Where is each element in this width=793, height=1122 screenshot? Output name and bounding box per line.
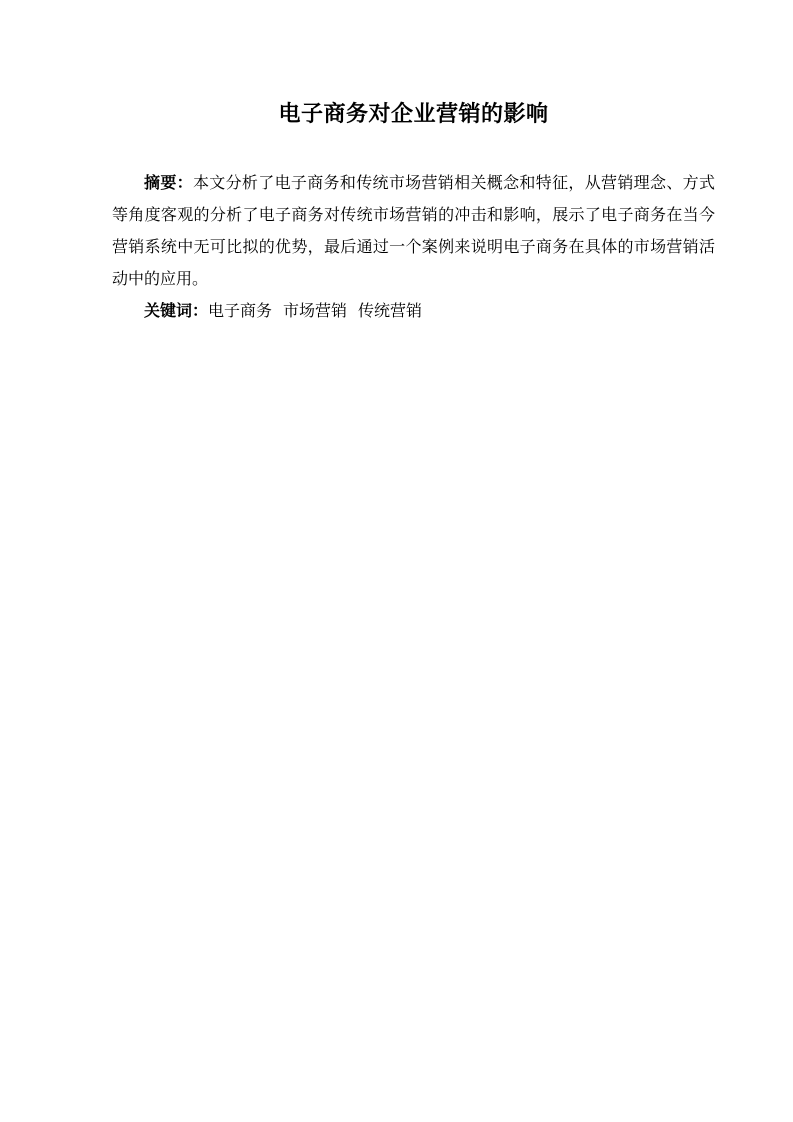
abstract-paragraph [112, 168, 715, 296]
keywords-label: 关键词： [144, 303, 209, 320]
abstract-text: 本文分析了电子商务和传统市场营销相关概念和特征，从营销理念、方式等角度客观的分析了电子商务对传统市场营销的冲击和影响，展示了电子商务在当今营销系统中无可比拟的优势，最后通过一个案例来说明电子商务在具体的市场营销活动中的应用。 [112, 175, 715, 288]
keyword-item: 电子商务 [208, 303, 273, 320]
keyword-item: 传统营销 [358, 303, 423, 320]
abstract-label: 摘要： [144, 175, 193, 192]
keyword-item: 市场营销 [283, 303, 348, 320]
document-title: 电子商务对企业营销的影响 [278, 101, 549, 126]
keywords-paragraph [112, 296, 715, 328]
